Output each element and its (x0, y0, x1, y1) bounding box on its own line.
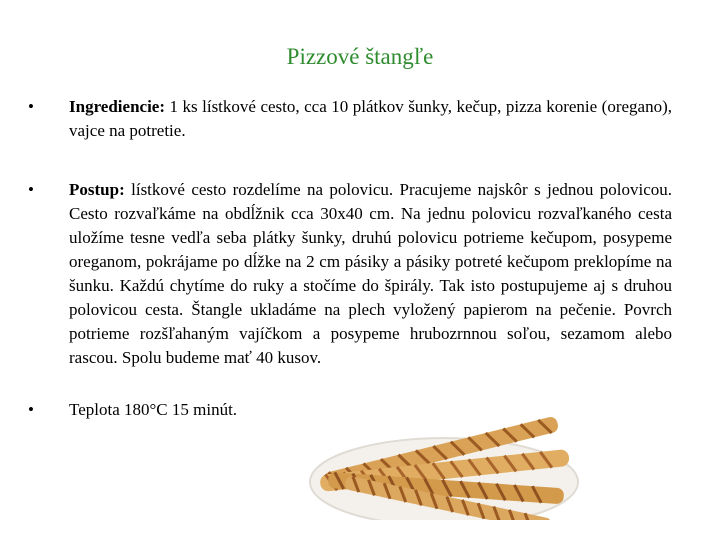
page-title: Pizzové štangľe (286, 44, 434, 69)
procedure-item (28, 178, 672, 370)
pastry-photo (304, 404, 584, 520)
procedure-label: Postup: (69, 180, 125, 199)
pastry-image (304, 404, 584, 520)
ingredients-item (28, 95, 672, 143)
bullet: • (28, 97, 34, 116)
procedure-body: lístkové cesto rozdelíme na polovicu. Pracujeme najskôr s jednou polovicou. Cesto rozvaľkáme na obdĺžnik cca 30x40 cm. Na jednu polovicu rozvaľkaného cesta uložíme tesne vedľa seba plátky šunky, druhú polovicu potrieme kečupom, posypeme oreganom, pokrájame po dĺžke na 2 cm pásiky a pásiky potreté kečupom preklopíme na šunku. Každú chytíme do ruky a stočíme do špirály. Tak isto postupujeme aj s druhou polovicou cesta. Štangle ukladáme na plech vyložený papierom na pečenie. Povrch potrieme rozšľahaným vajíčkom a posypeme hrubozrnnou soľou, sezamom alebo rascou. Spolu budeme mať 40 kusov. (69, 180, 672, 367)
procedure-text (69, 178, 672, 370)
bullet: • (28, 400, 34, 419)
ingredients-text (69, 95, 672, 143)
bullet: • (28, 180, 34, 199)
ingredients-label: Ingrediencie: (69, 97, 166, 116)
temperature-text: Teplota 180°C 15 minút. (69, 400, 238, 419)
ingredients-body: 1 ks lístkové cesto, cca 10 plátkov šunky, kečup, pizza korenie (oregano), vajce na potretie. (69, 97, 672, 140)
